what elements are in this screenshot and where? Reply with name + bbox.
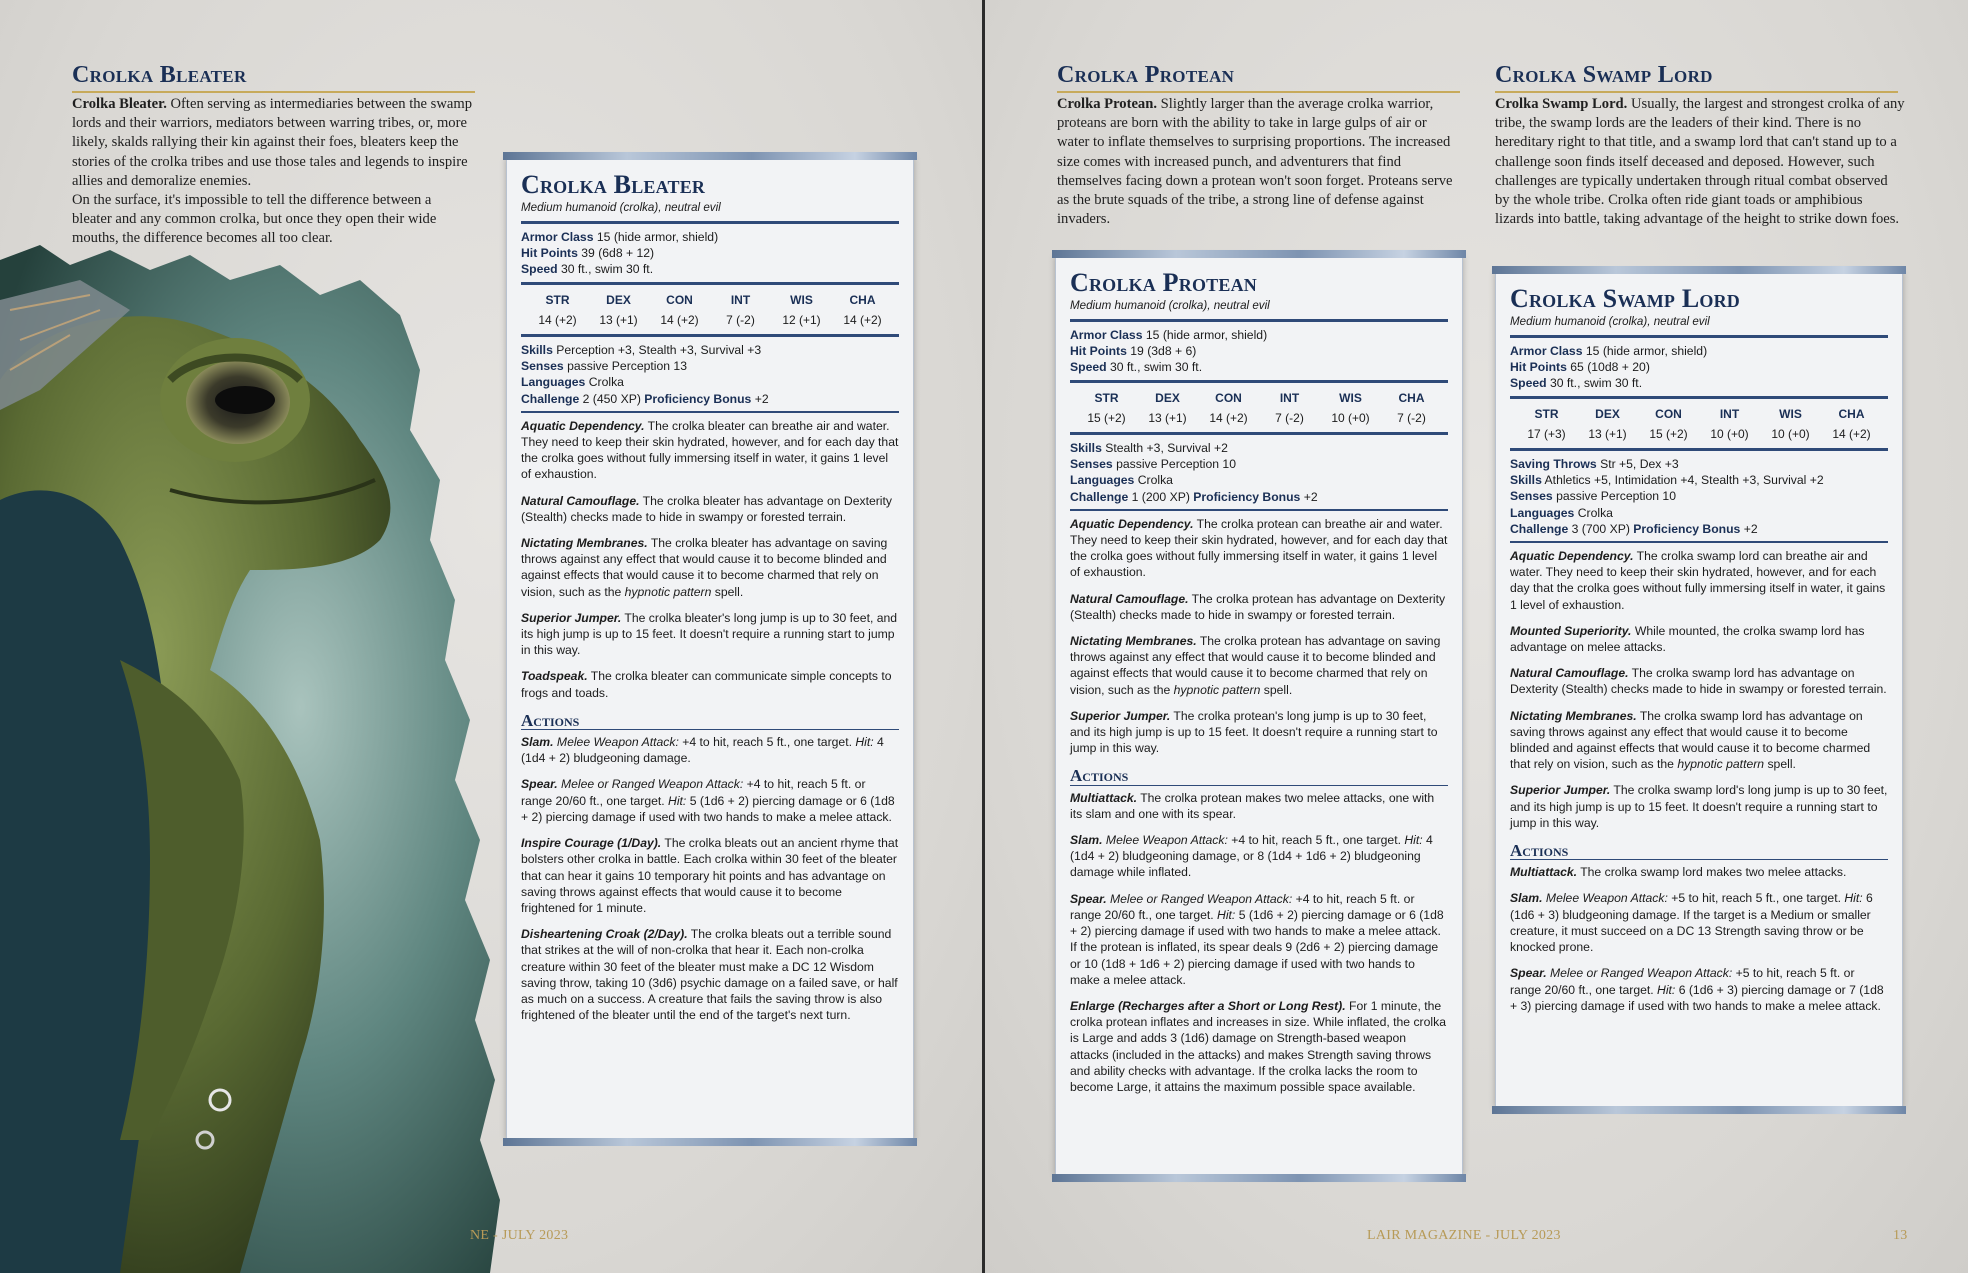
action-text: The crolka bleats out a terrible sound that strikes at the will of non-crolka that hear it. Each non-crolka creature within 30 feet of the bleater must make a DC 12 Wisdom saving throw, taking 10 (3d6) psychic damage on a failed save, or half as much on a success. A creature that fails the saving throw is also frightened of the bleater until the end of the target's next turn. bbox=[521, 927, 898, 1023]
stat-block-top-bar bbox=[503, 152, 917, 160]
senses-label: Senses bbox=[521, 359, 564, 374]
divider bbox=[521, 411, 899, 413]
stat-block-type: Medium humanoid (crolka), neutral evil bbox=[1070, 299, 1270, 312]
action bbox=[1510, 965, 1888, 1014]
swamp-lord-intro bbox=[1495, 95, 1905, 229]
attack-type: Melee or Ranged Weapon Attack: bbox=[557, 777, 744, 792]
divider bbox=[1510, 396, 1888, 399]
stat-block-name: Crolka Protean bbox=[1070, 268, 1257, 297]
hit-points-value: 19 (3d8 + 6) bbox=[1126, 344, 1197, 359]
traits bbox=[1070, 516, 1448, 757]
ability-wis bbox=[1324, 390, 1378, 426]
hit-points-value: 39 (6d8 + 12) bbox=[577, 246, 655, 261]
armor-class-label: Armor Class bbox=[1510, 344, 1583, 358]
skills-label: Skills bbox=[1510, 473, 1542, 488]
languages-value: Crolka bbox=[1134, 473, 1173, 488]
proficiency-label: Proficiency Bonus bbox=[644, 391, 752, 406]
trait bbox=[521, 418, 899, 483]
ability-name: INT bbox=[1279, 390, 1300, 405]
ability-name: DEX bbox=[1595, 406, 1620, 421]
trait-text: The crolka protean's long jump is up to 30 feet, and its high jump is up to 15 feet. It doesn't require a running start to jump in this way. bbox=[1070, 708, 1438, 756]
speed-value: 30 ft., swim 30 ft. bbox=[557, 262, 654, 277]
ability-str bbox=[1080, 390, 1134, 426]
senses bbox=[521, 358, 899, 374]
attack-type: Melee Weapon Attack: bbox=[1542, 891, 1668, 906]
ability-scores bbox=[1070, 388, 1448, 428]
senses-value: passive Perception 10 bbox=[1552, 489, 1676, 504]
speed-value: 30 ft., swim 30 ft. bbox=[1546, 376, 1643, 391]
action bbox=[521, 776, 899, 825]
ability-value: 14 (+2) bbox=[1209, 410, 1248, 425]
stat-block-name: Crolka Bleater bbox=[521, 170, 706, 199]
action-text: For 1 minute, the crolka protean inflates and increases in size. While inflated, the crolka is Large and adds 3 (1d6) damage on Strength-based weapon attacks (included in the attacks) and makes Strength saving throws and ability checks with advantage. If the crolka lacks the room to become Large, it attains the maximum possible space available. bbox=[1070, 998, 1446, 1094]
ability-cha bbox=[836, 292, 890, 328]
action-text: +4 to hit, reach 5 ft. or range 20/60 ft., one target. bbox=[521, 777, 866, 808]
armor-class-label: Armor Class bbox=[521, 230, 594, 244]
ability-value: 14 (+2) bbox=[843, 312, 882, 327]
attack-type: Melee Weapon Attack: bbox=[553, 735, 679, 750]
trait bbox=[521, 668, 899, 700]
trait-text-end: spell. bbox=[1764, 757, 1796, 772]
traits bbox=[1510, 548, 1888, 831]
trait-text: While mounted, the crolka swamp lord has advantage on melee attacks. bbox=[1510, 623, 1865, 655]
trait bbox=[1070, 708, 1448, 757]
proficiency-value: +2 bbox=[1300, 489, 1318, 504]
action-name: Slam. bbox=[521, 735, 554, 750]
actions bbox=[1070, 790, 1448, 1095]
divider bbox=[1510, 541, 1888, 543]
crolka-frog-illustration bbox=[0, 240, 500, 1273]
hit-label: Hit: bbox=[1657, 982, 1676, 997]
action-text: The crolka swamp lord makes two melee attacks. bbox=[1577, 865, 1847, 880]
proficiency-label: Proficiency Bonus bbox=[1193, 489, 1301, 504]
ability-int bbox=[1263, 390, 1317, 426]
divider bbox=[1070, 380, 1448, 383]
challenge bbox=[1510, 522, 1630, 536]
action-name: Slam. bbox=[1510, 891, 1543, 906]
stat-block-type: Medium humanoid (crolka), neutral evil bbox=[1510, 315, 1710, 328]
action-name: Slam. bbox=[1070, 833, 1103, 848]
speed-label: Speed bbox=[1070, 360, 1107, 375]
ability-wis bbox=[775, 292, 829, 328]
challenge-label: Challenge bbox=[1510, 521, 1569, 536]
armor-class-value: 15 (hide armor, shield) bbox=[1582, 344, 1708, 358]
trait-text: The crolka bleater's long jump is up to 30 feet, and its high jump is up to 15 feet. It doesn't require a running start to jump in this way. bbox=[521, 610, 898, 658]
action-text: The crolka bleats out an ancient rhyme that bolsters other crolka in battle. Each crolka within 30 feet of the bleater that can hear it gains 10 temporary hit points and has advantage on saving throws against effects that would cause it to become frightened for 1 minute. bbox=[521, 836, 899, 915]
skills-label: Skills bbox=[1070, 441, 1102, 456]
stat-block-bottom-bar bbox=[503, 1138, 917, 1146]
action bbox=[1070, 832, 1448, 881]
senses-label: Senses bbox=[1510, 489, 1553, 504]
ability-str bbox=[531, 292, 585, 328]
speed-label: Speed bbox=[1510, 376, 1547, 391]
ability-value: 10 (+0) bbox=[1771, 426, 1810, 441]
saving-throws-label: Saving Throws bbox=[1510, 457, 1597, 472]
protean-section-title: Crolka Protean bbox=[1057, 62, 1460, 93]
action bbox=[1510, 890, 1888, 955]
trait-name: Natural Camouflage. bbox=[1510, 666, 1629, 681]
ability-name: CHA bbox=[849, 292, 876, 307]
languages-value: Crolka bbox=[585, 375, 624, 390]
bleater-intro-text-2: On the surface, it's impossible to tell the difference between a bleater and any common crolka, but once they open their wide mouths, the difference becomes all too clear. bbox=[72, 192, 437, 247]
ability-value: 13 (+1) bbox=[1588, 426, 1627, 441]
swamp-lord-stat-block bbox=[1495, 272, 1903, 1108]
swamp-lord-intro-text: Usually, the largest and strongest crolka of any tribe, the swamp lords are the leaders of their kind. There is no hereditary right to that title, and a swamp lord that can't stand up to a challenge soon finds itself deceased and deposed. However, such challenges are typically undertaken through ritual combat observed by the whole tribe. Crolka often ride giant toads or amphibious lizards into battle, taking advantage of the height to strike down foes. bbox=[1495, 96, 1905, 228]
action-name: Multiattack. bbox=[1070, 790, 1138, 805]
trait-name: Superior Jumper. bbox=[1510, 783, 1611, 798]
trait-name: Natural Camouflage. bbox=[521, 493, 640, 508]
trait-text: The crolka bleater has advantage on saving throws against any effect that would cause it to become blinded and against effects that would cause it to become charmed that rely on vision, such as the bbox=[521, 536, 888, 599]
bleater-section-title: Crolka Bleater bbox=[72, 62, 475, 93]
ability-name: CHA bbox=[1398, 390, 1425, 405]
proficiency-bonus bbox=[1633, 522, 1757, 536]
ability-name: INT bbox=[730, 292, 751, 307]
traits bbox=[521, 418, 899, 701]
bleater-intro bbox=[72, 95, 472, 249]
challenge bbox=[1070, 490, 1190, 504]
senses bbox=[1510, 488, 1888, 504]
bleater-intro-text: Often serving as intermediaries between the swamp lords and their warriors, mediators between warring tribes, or, more likely, skalds rallying their kin against their foes, bleaters keep the stories of the crolka tribes and use those tales and legends to inspire allies and demoralize enemies. bbox=[72, 96, 473, 189]
trait bbox=[521, 535, 899, 600]
actions-heading: Actions bbox=[1070, 768, 1448, 785]
action bbox=[1070, 891, 1448, 988]
hit-points-label: Hit Points bbox=[1510, 360, 1567, 375]
action bbox=[1070, 998, 1448, 1095]
trait-text: The crolka protean has advantage on saving throws against any effect that would cause it to become blinded and against effects that would cause it to become charmed that rely on vision, such as the bbox=[1070, 634, 1441, 697]
ability-cha bbox=[1825, 406, 1879, 442]
divider bbox=[521, 221, 899, 224]
ability-name: DEX bbox=[606, 292, 631, 307]
trait-text: The crolka swamp lord can breathe air and water. They need to keep their skin hydrated, however, and for each day that the crolka goes without fully immersing itself in water, it gains 1 level of exhaustion. bbox=[1510, 549, 1886, 612]
proficiency-bonus bbox=[1193, 490, 1317, 504]
languages-label: Languages bbox=[1510, 505, 1575, 520]
hit-points bbox=[1070, 343, 1448, 359]
action-name: Spear. bbox=[1510, 966, 1547, 981]
skills bbox=[1510, 472, 1888, 488]
ability-con bbox=[1642, 406, 1696, 442]
protean-intro-lead: Crolka Protean. bbox=[1057, 96, 1157, 112]
trait-name: Nictating Membranes. bbox=[521, 536, 648, 551]
trait bbox=[1070, 516, 1448, 581]
challenge-row bbox=[1510, 521, 1888, 537]
hit-points-label: Hit Points bbox=[521, 246, 578, 261]
left-page bbox=[0, 0, 983, 1273]
ability-name: DEX bbox=[1155, 390, 1180, 405]
attack-type: Melee Weapon Attack: bbox=[1102, 833, 1228, 848]
divider bbox=[521, 334, 899, 337]
ability-scores bbox=[521, 290, 899, 330]
languages bbox=[1070, 472, 1448, 488]
trait-text: The crolka bleater has advantage on Dexterity (Stealth) checks made to hide in swampy or forested terrain. bbox=[521, 493, 892, 524]
armor-class-label: Armor Class bbox=[1070, 328, 1143, 342]
action-name: Multiattack. bbox=[1510, 865, 1578, 880]
trait-text-end: spell. bbox=[1260, 682, 1293, 697]
armor-class-value: 15 (hide armor, shield) bbox=[593, 230, 719, 244]
action-name: Disheartening Croak (2/Day). bbox=[521, 927, 688, 942]
hit-points-label: Hit Points bbox=[1070, 344, 1127, 359]
trait bbox=[1510, 623, 1888, 655]
languages-label: Languages bbox=[1070, 473, 1135, 488]
ability-name: CON bbox=[666, 292, 693, 307]
action-text: +5 to hit, reach 5 ft., one target. bbox=[1667, 891, 1845, 906]
left-footer: NE - JULY 2023 bbox=[470, 1228, 569, 1243]
ability-name: INT bbox=[1719, 406, 1740, 421]
ability-int bbox=[1703, 406, 1757, 442]
languages bbox=[521, 374, 899, 390]
ability-str bbox=[1520, 406, 1574, 442]
divider bbox=[521, 282, 899, 285]
divider bbox=[1510, 448, 1888, 451]
action bbox=[1070, 790, 1448, 822]
hit-points bbox=[1510, 359, 1888, 375]
action-damage: 4 (1d4 + 2) bludgeoning damage. bbox=[521, 735, 884, 766]
action-text: The crolka protean makes two melee attacks, one with its slam and one with its spear. bbox=[1070, 790, 1435, 821]
bleater-stat-block bbox=[506, 158, 914, 1140]
trait-text: The crolka swamp lord has advantage on Dexterity (Stealth) checks made to hide in swampy or forested terrain. bbox=[1510, 666, 1887, 697]
ability-con bbox=[1202, 390, 1256, 426]
stat-block-type: Medium humanoid (crolka), neutral evil bbox=[521, 201, 721, 214]
languages bbox=[1510, 505, 1888, 521]
attack-type: Melee or Ranged Weapon Attack: bbox=[1106, 891, 1293, 906]
challenge-row bbox=[1070, 489, 1448, 505]
ability-name: STR bbox=[1094, 390, 1119, 405]
spell-name: hypnotic pattern bbox=[1677, 757, 1765, 772]
action-text: +4 to hit, reach 5 ft., one target. bbox=[678, 735, 856, 750]
right-page bbox=[985, 0, 1968, 1273]
proficiency-label: Proficiency Bonus bbox=[1633, 521, 1741, 536]
senses-value: passive Perception 13 bbox=[563, 359, 687, 374]
trait bbox=[1510, 708, 1888, 773]
ability-name: CHA bbox=[1838, 406, 1865, 421]
divider bbox=[1070, 509, 1448, 511]
ability-value: 10 (+0) bbox=[1331, 410, 1370, 425]
ability-value: 17 (+3) bbox=[1527, 426, 1566, 441]
armor-class bbox=[1070, 327, 1448, 343]
trait-name: Superior Jumper. bbox=[521, 610, 622, 625]
stat-block-top-bar bbox=[1492, 266, 1906, 274]
trait-text-end: spell. bbox=[711, 584, 744, 599]
hit-label: Hit: bbox=[855, 735, 874, 750]
challenge-label: Challenge bbox=[1070, 489, 1129, 504]
ability-scores bbox=[1510, 404, 1888, 444]
bleater-intro-lead: Crolka Bleater. bbox=[72, 96, 167, 112]
ability-value: 14 (+2) bbox=[660, 312, 699, 327]
action-damage: 6 (1d6 + 3) piercing damage or 7 (1d8 + 3) piercing damage if used with two hands to make a melee attack. bbox=[1510, 982, 1884, 1013]
trait-name: Superior Jumper. bbox=[1070, 708, 1171, 723]
senses bbox=[1070, 456, 1448, 472]
ability-value: 7 (-2) bbox=[1397, 410, 1426, 425]
trait bbox=[521, 610, 899, 659]
action-name: Spear. bbox=[1070, 891, 1107, 906]
trait-text: The crolka protean can breathe air and water. They need to keep their skin hydrated, however, and for each day that the crolka goes without fully immersing itself in water, it gains 1 level of exhaustion. bbox=[1070, 516, 1448, 580]
trait-name: Toadspeak. bbox=[521, 669, 588, 684]
ability-value: 15 (+2) bbox=[1087, 410, 1126, 425]
actions-heading: Actions bbox=[1510, 843, 1888, 860]
ability-name: WIS bbox=[1339, 390, 1362, 405]
swamp-lord-section-title: Crolka Swamp Lord bbox=[1495, 62, 1898, 93]
trait-name: Aquatic Dependency. bbox=[521, 418, 645, 433]
trait-name: Aquatic Dependency. bbox=[1070, 516, 1194, 531]
protean-intro-text: Slightly larger than the average crolka warrior, proteans are born with the ability to take in large gulps of air or water to inflate themselves to surprising proportions. The increased size comes with increased punch, and adventurers that find themselves facing down a protean won't soon forget. Proteans serve as the brute squads of the tribe, a strong line of defense against invaders. bbox=[1057, 96, 1453, 228]
ability-value: 10 (+0) bbox=[1710, 426, 1749, 441]
challenge-value: 1 (200 XP) bbox=[1128, 489, 1190, 504]
trait-text: The crolka bleater can breathe air and water. They need to keep their skin hydrated, however, and for each day that the crolka goes without fully immersing itself in water, it gains 1 level of exhaustion. bbox=[521, 418, 899, 482]
ability-name: STR bbox=[1534, 406, 1559, 421]
hit-label: Hit: bbox=[1404, 833, 1423, 848]
armor-class bbox=[521, 229, 899, 245]
armor-class-value: 15 (hide armor, shield) bbox=[1142, 328, 1268, 342]
right-footer: LAIR MAGAZINE - JULY 2023 bbox=[1367, 1228, 1561, 1243]
action-name: Enlarge (Recharges after a Short or Long Rest). bbox=[1070, 998, 1346, 1013]
spell-name: hypnotic pattern bbox=[1173, 682, 1261, 697]
skills-label: Skills bbox=[521, 343, 553, 358]
speed bbox=[521, 261, 899, 277]
ability-int bbox=[714, 292, 768, 328]
challenge-label: Challenge bbox=[521, 391, 580, 406]
actions-heading: Actions bbox=[521, 713, 899, 730]
ability-value: 14 (+2) bbox=[1832, 426, 1871, 441]
trait bbox=[1510, 665, 1888, 697]
divider bbox=[1070, 432, 1448, 435]
ability-value: 7 (-2) bbox=[726, 312, 755, 327]
ability-value: 13 (+1) bbox=[1148, 410, 1187, 425]
hit-label: Hit: bbox=[668, 793, 687, 808]
ability-name: WIS bbox=[790, 292, 813, 307]
hit-label: Hit: bbox=[1217, 907, 1236, 922]
armor-class bbox=[1510, 343, 1888, 359]
saving-throws bbox=[1510, 456, 1888, 472]
stat-block-top-bar bbox=[1052, 250, 1466, 258]
action-name: Spear. bbox=[521, 777, 558, 792]
ability-value: 12 (+1) bbox=[782, 312, 821, 327]
action-text: +5 to hit, reach 5 ft. or range 20/60 ft., one target. bbox=[1510, 966, 1855, 997]
page-number: 13 bbox=[1893, 1228, 1908, 1243]
skills-value: Athletics +5, Intimidation +4, Stealth +3, Survival +2 bbox=[1541, 473, 1824, 488]
action bbox=[1510, 864, 1888, 880]
trait-text: The crolka swamp lord has advantage on saving throws against any effect that would cause it to become blinded and against effects that would cause it to become charmed that rely on vision, such as the bbox=[1510, 708, 1871, 772]
action-name: Inspire Courage (1/Day). bbox=[521, 836, 662, 851]
challenge bbox=[521, 392, 641, 406]
trait-name: Aquatic Dependency. bbox=[1510, 549, 1634, 564]
ability-name: CON bbox=[1215, 390, 1242, 405]
action-damage: 6 (1d6 + 3) bludgeoning damage. If the target is a Medium or smaller creature, it must succeed on a DC 13 Strength saving throw or be knocked prone. bbox=[1510, 891, 1873, 955]
challenge-value: 2 (450 XP) bbox=[579, 391, 641, 406]
ability-name: STR bbox=[545, 292, 570, 307]
ability-con bbox=[653, 292, 707, 328]
trait-name: Mounted Superiority. bbox=[1510, 623, 1632, 638]
speed-value: 30 ft., swim 30 ft. bbox=[1106, 360, 1203, 375]
action bbox=[521, 835, 899, 916]
attack-type: Melee or Ranged Weapon Attack: bbox=[1546, 966, 1733, 981]
hit-label: Hit: bbox=[1844, 891, 1863, 906]
action bbox=[521, 734, 899, 766]
hit-points-value: 65 (10d8 + 20) bbox=[1566, 360, 1650, 375]
proficiency-value: +2 bbox=[1740, 521, 1758, 536]
ability-dex bbox=[1141, 390, 1195, 426]
senses-value: passive Perception 10 bbox=[1112, 457, 1236, 472]
trait bbox=[1070, 633, 1448, 698]
trait-text: The crolka protean has advantage on Dexterity (Stealth) checks made to hide in swampy or forested terrain. bbox=[1070, 591, 1446, 622]
divider bbox=[1070, 319, 1448, 322]
divider bbox=[1510, 335, 1888, 338]
protean-intro bbox=[1057, 95, 1462, 229]
trait-text: The crolka bleater can communicate simple concepts to frogs and toads. bbox=[521, 669, 892, 700]
languages-label: Languages bbox=[521, 375, 586, 390]
action-text: +4 to hit, reach 5 ft. or range 20/60 ft., one target. bbox=[1070, 891, 1415, 922]
ability-wis bbox=[1764, 406, 1818, 442]
ability-dex bbox=[592, 292, 646, 328]
ability-cha bbox=[1385, 390, 1439, 426]
trait bbox=[1510, 548, 1888, 613]
actions bbox=[521, 734, 899, 1023]
action-damage: 4 (1d4 + 2) bludgeoning damage, or 8 (1d4 + 1d6 + 2) bludgeoning damage while inflated. bbox=[1070, 833, 1433, 880]
action-damage: 5 (1d6 + 2) piercing damage or 6 (1d8 + 2) piercing damage if used with two hands to make a melee attack. If the protean is inflated, its spear deals 9 (2d6 + 2) piercing damage or 10 (1d8 + 1d6 + 2) piercing damage if used with two hands to make a melee attack. bbox=[1070, 907, 1444, 987]
skills bbox=[521, 342, 899, 358]
ability-name: CON bbox=[1655, 406, 1682, 421]
challenge-row bbox=[521, 391, 899, 407]
protean-stat-block bbox=[1055, 256, 1463, 1176]
trait bbox=[521, 493, 899, 525]
skills-value: Stealth +3, Survival +2 bbox=[1101, 441, 1228, 456]
stat-block-name: Crolka Swamp Lord bbox=[1510, 284, 1740, 313]
trait-name: Nictating Membranes. bbox=[1070, 634, 1197, 649]
ability-value: 15 (+2) bbox=[1649, 426, 1688, 441]
skills bbox=[1070, 440, 1448, 456]
stat-block-bottom-bar bbox=[1492, 1106, 1906, 1114]
saving-throws-value: Str +5, Dex +3 bbox=[1596, 457, 1679, 472]
trait bbox=[1510, 782, 1888, 831]
trait-text: The crolka swamp lord's long jump is up to 30 feet, and its high jump is up to 15 feet. It doesn't require a running start to jump in this way. bbox=[1510, 783, 1888, 830]
languages-value: Crolka bbox=[1574, 505, 1613, 520]
action bbox=[521, 926, 899, 1023]
swamp-lord-intro-lead: Crolka Swamp Lord. bbox=[1495, 96, 1628, 112]
senses-label: Senses bbox=[1070, 457, 1113, 472]
proficiency-bonus bbox=[644, 392, 768, 406]
trait-name: Nictating Membranes. bbox=[1510, 708, 1637, 723]
speed bbox=[1510, 375, 1888, 391]
skills-value: Perception +3, Stealth +3, Survival +3 bbox=[552, 343, 762, 358]
trait-name: Natural Camouflage. bbox=[1070, 591, 1189, 606]
ability-value: 7 (-2) bbox=[1275, 410, 1304, 425]
speed-label: Speed bbox=[521, 262, 558, 277]
action-text: +4 to hit, reach 5 ft., one target. bbox=[1227, 833, 1405, 848]
hit-points bbox=[521, 245, 899, 261]
stat-block-bottom-bar bbox=[1052, 1174, 1466, 1182]
spell-name: hypnotic pattern bbox=[624, 584, 712, 599]
ability-value: 14 (+2) bbox=[538, 312, 577, 327]
actions bbox=[1510, 864, 1888, 1014]
challenge-value: 3 (700 XP) bbox=[1568, 521, 1630, 536]
trait bbox=[1070, 591, 1448, 623]
proficiency-value: +2 bbox=[751, 391, 769, 406]
ability-name: WIS bbox=[1779, 406, 1802, 421]
speed bbox=[1070, 359, 1448, 375]
ability-dex bbox=[1581, 406, 1635, 442]
action-damage: 5 (1d6 + 2) piercing damage or 6 (1d8 + 2) piercing damage if used with two hands to make a melee attack. bbox=[521, 793, 895, 824]
ability-value: 13 (+1) bbox=[599, 312, 638, 327]
